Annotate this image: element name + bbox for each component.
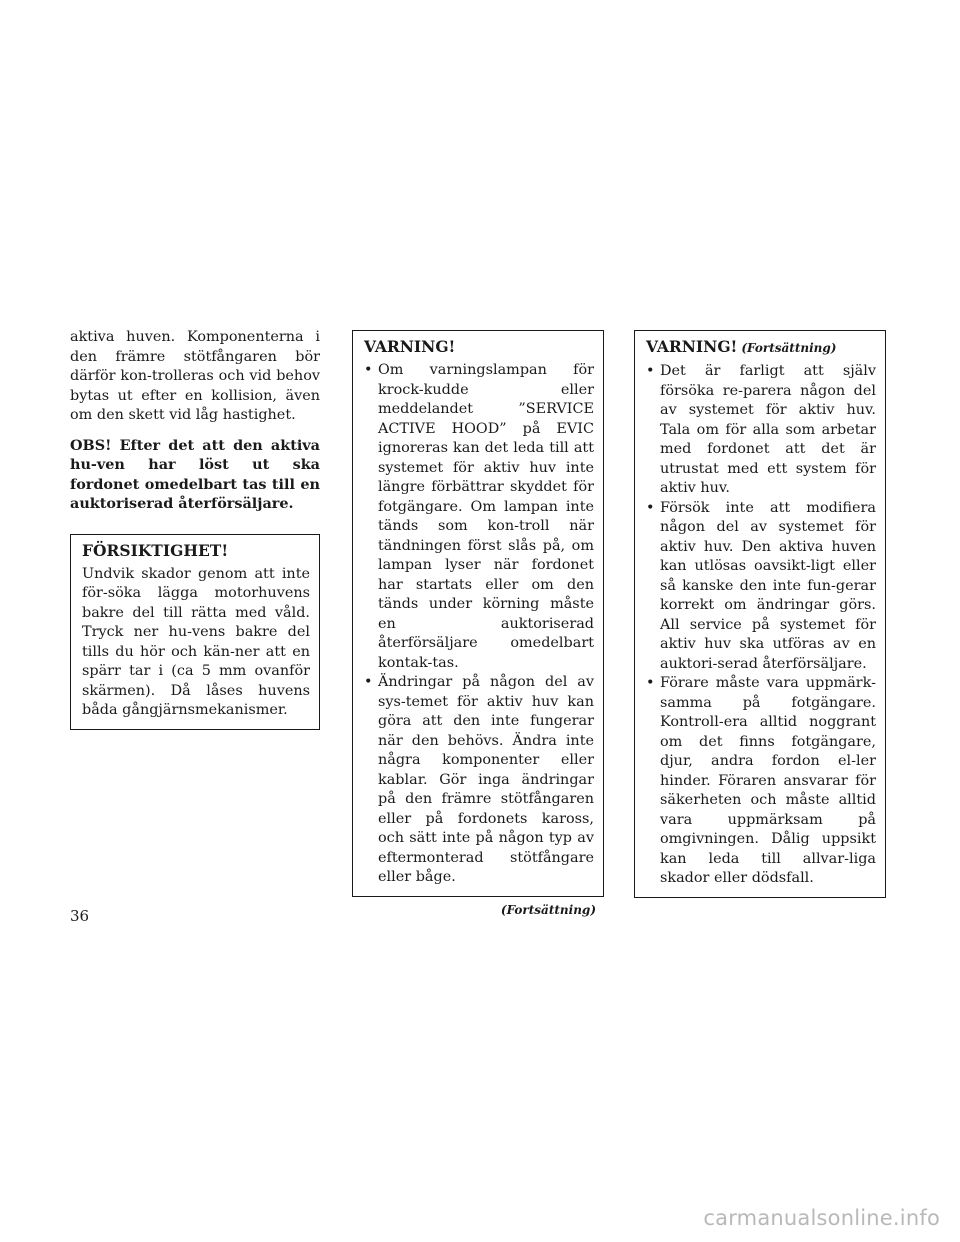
warning-continued-box: [634, 330, 886, 898]
column-left: [70, 328, 320, 730]
caution-box: [70, 534, 320, 730]
watermark: carmanualsonline.info: [703, 1206, 940, 1230]
warning-list: [364, 361, 594, 888]
caution-text: Undvik skador genom att inte för-söka lägga motorhuvens bakre del till rätta med våld. Tryck ner hu-vens bakre del tills du hör och kän-ner att en spärr tar i (ca 5 mm ovanför skärmen). Då låses huvens båda gångjärnsmekanismer.: [82, 565, 310, 718]
note-paragraph: OBS! Efter det att den aktiva hu-ven har löst ut ska fordonet omedelbart tas till en auktoriserad återförsäljare.: [70, 436, 320, 512]
caution-title: FÖRSIKTIGHET!: [82, 540, 229, 560]
warning-title: VARNING!: [364, 337, 456, 356]
warning-item: • Det är farligt att själv försöka re-parera någon del av systemet för aktiv huv. Tala om för alla som arbetar med fordonet att det är utrustat med ett system för aktiv huv.: [646, 362, 876, 499]
warning-title-text: VARNING!: [646, 337, 738, 356]
warning-item: • Förare måste vara uppmärk-samma på fotgängare. Kontroll-era alltid noggrant om det finns fotgängare, djur, andra fordon el-ler hinder. Föraren ansvarar för säkerheten och måste alltid vara uppmärksam på omgivningen. Dålig uppsikt kan leda till allvar-liga skador eller dödsfall.: [646, 674, 876, 889]
continued-note: (Fortsättning): [500, 902, 596, 917]
warning-continued-list: [646, 362, 876, 889]
warning-continued-title: [646, 337, 876, 358]
column-middle: [352, 330, 604, 920]
warning-item: • Om varningslampan för krock-kudde eller meddelandet ”SERVICE ACTIVE HOOD” på EVIC ignoreras kan det leda till att systemet för aktiv huv inte längre förbättrar skyddet för fotgängare. Om lampan inte tänds som kon-troll när tändningen först slås på, om lampan lyser när fordonet har startats eller om den tänds under körning måste en auktoriserad återförsäljare omedelbart kontak-tas.: [364, 361, 594, 673]
intro-paragraph: aktiva huven. Komponenterna i den främre stötfångaren bör därför kon-trolleras och vid behov bytas ut efter en kollision, även om den skett vid låg hastighet.: [70, 329, 320, 423]
warning-box: [352, 330, 604, 897]
column-right: [634, 330, 886, 898]
warning-item: • Försök inte att modifiera någon del av systemet för aktiv huv. Den aktiva huven kan utlösas oavsikt-ligt eller så kanske den inte fun-gerar korrekt om ändringar görs. All service på systemet för aktiv huv ska utföras av en auktori-serad återförsäljare.: [646, 499, 876, 675]
page-number: 36: [70, 907, 90, 925]
warning-item: • Ändringar på någon del av sys-temet för aktiv huv kan göra att den inte fungerar när den behövs. Ändra inte några komponenter eller kablar. Gör inga ändringar på den främre stötfångaren eller på fordonets kaross, och sätt inte på någon typ av eftermonterad stötfångare eller båge.: [364, 673, 594, 888]
warning-continued-label: (Fortsättning): [741, 341, 837, 355]
